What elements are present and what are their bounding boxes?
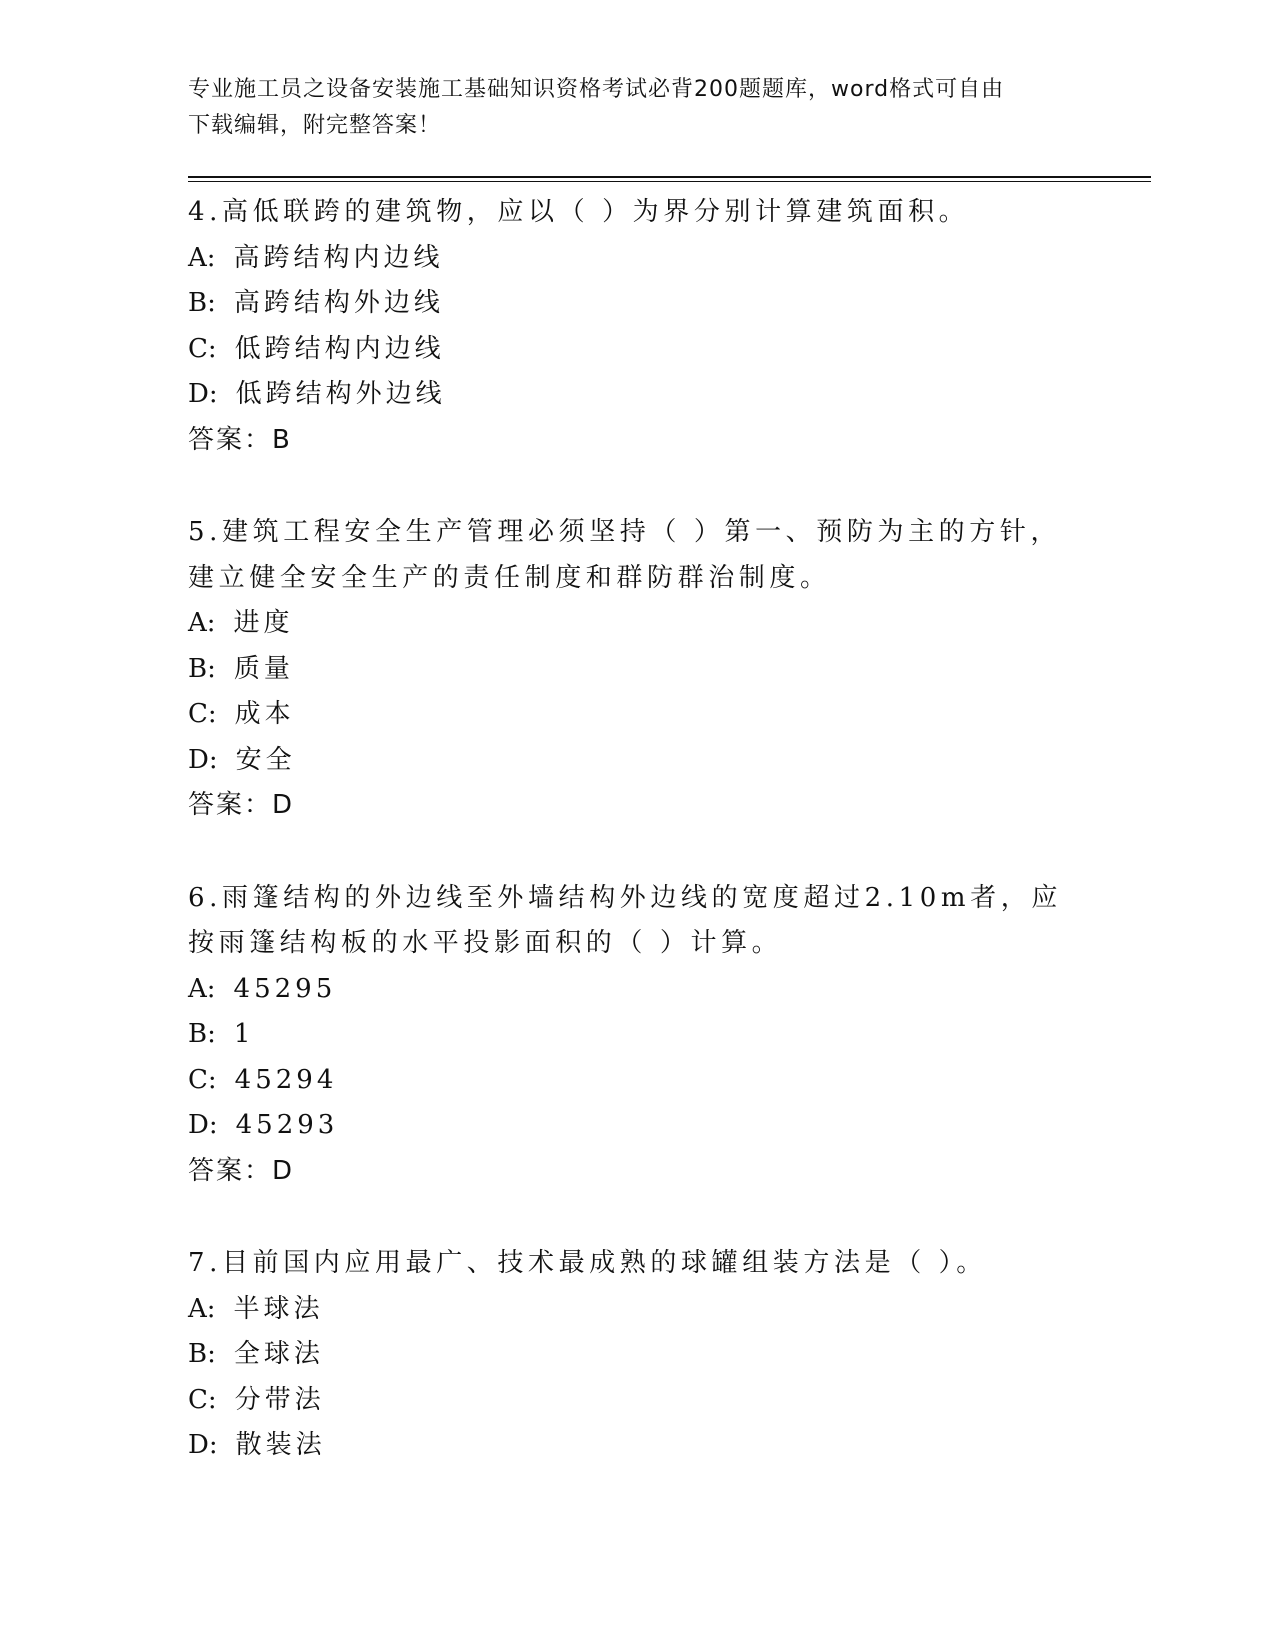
- option-a: [188, 1287, 1088, 1333]
- question-stem: 6.雨篷结构的外边线至外墙结构外边线的宽度超过2.10m者，应按雨篷结构板的水平投影面积的（ ）计算。: [188, 882, 1062, 958]
- question-6: [188, 876, 1088, 1195]
- option-key: D:: [188, 744, 218, 775]
- header-divider-thin: [188, 181, 1151, 182]
- option-text: 低跨结构外边线: [235, 379, 446, 409]
- question-list: [188, 190, 1088, 1516]
- option-key: D:: [188, 1110, 218, 1140]
- option-a: [188, 236, 1088, 282]
- option-key: D:: [188, 379, 218, 409]
- option-b: [188, 281, 1088, 327]
- option-text: 成本: [234, 699, 295, 729]
- option-key: D:: [188, 1430, 218, 1460]
- option-d: [188, 1103, 1088, 1149]
- option-key: C:: [188, 1384, 217, 1415]
- option-text: 质量: [233, 653, 294, 684]
- option-b: [188, 1012, 1088, 1058]
- option-text: 散装法: [235, 1430, 326, 1460]
- option-c: [188, 1378, 1088, 1424]
- answer-line: 答案：D: [188, 790, 295, 820]
- option-key: B:: [188, 288, 216, 318]
- option-key: A:: [188, 973, 216, 1004]
- option-c: [188, 692, 1088, 738]
- option-key: C:: [188, 699, 217, 729]
- question-stem: 7.目前国内应用最广、技术最成熟的球罐组装方法是（ ）。: [188, 1248, 987, 1278]
- header-divider-thick: [188, 176, 1151, 178]
- question-stem: 5.建筑工程安全生产管理必须坚持（ ）第一、预防为主的方针，建立健全安全生产的责任制度和群防群治制度。: [188, 517, 1062, 593]
- header-line-2: 下载编辑，附完整答案！: [188, 113, 442, 138]
- option-text: 全球法: [233, 1339, 324, 1369]
- header-line-1: 专业施工员之设备安装施工基础知识资格考试必背200题题库，word格式可自由: [188, 77, 1005, 102]
- option-key: A:: [188, 1293, 216, 1324]
- option-text: 进度: [233, 608, 294, 638]
- option-text: 高跨结构外边线: [233, 288, 444, 318]
- question-7: [188, 1241, 1088, 1469]
- option-key: B:: [188, 1339, 216, 1369]
- answer-line: 答案：B: [188, 424, 292, 455]
- option-a: [188, 601, 1088, 647]
- option-text: 45295: [233, 973, 337, 1004]
- option-text: 安全: [235, 744, 296, 775]
- option-text: 高跨结构内边线: [233, 242, 444, 273]
- option-d: [188, 1423, 1088, 1469]
- option-c: [188, 1058, 1088, 1104]
- option-d: [188, 738, 1088, 784]
- answer-line: 答案：D: [188, 1155, 295, 1186]
- document-header: [188, 72, 1088, 144]
- option-text: 45293: [235, 1110, 339, 1140]
- question-stem: 4.高低联跨的建筑物，应以（ ）为界分别计算建筑面积。: [188, 197, 970, 227]
- option-key: C:: [188, 333, 217, 364]
- option-a: [188, 967, 1088, 1013]
- option-text: 1: [233, 1019, 255, 1049]
- option-c: [188, 327, 1088, 373]
- option-text: 分带法: [234, 1384, 325, 1415]
- option-b: [188, 1332, 1088, 1378]
- option-key: B:: [188, 1019, 216, 1049]
- option-key: B:: [188, 653, 216, 684]
- option-text: 低跨结构内边线: [234, 333, 445, 364]
- option-text: 45294: [234, 1064, 338, 1095]
- question-5: [188, 510, 1088, 829]
- option-key: A:: [188, 242, 216, 273]
- option-d: [188, 372, 1088, 418]
- option-key: C:: [188, 1064, 217, 1095]
- option-b: [188, 647, 1088, 693]
- option-text: 半球法: [233, 1293, 324, 1324]
- question-4: [188, 190, 1088, 463]
- option-key: A:: [188, 608, 216, 638]
